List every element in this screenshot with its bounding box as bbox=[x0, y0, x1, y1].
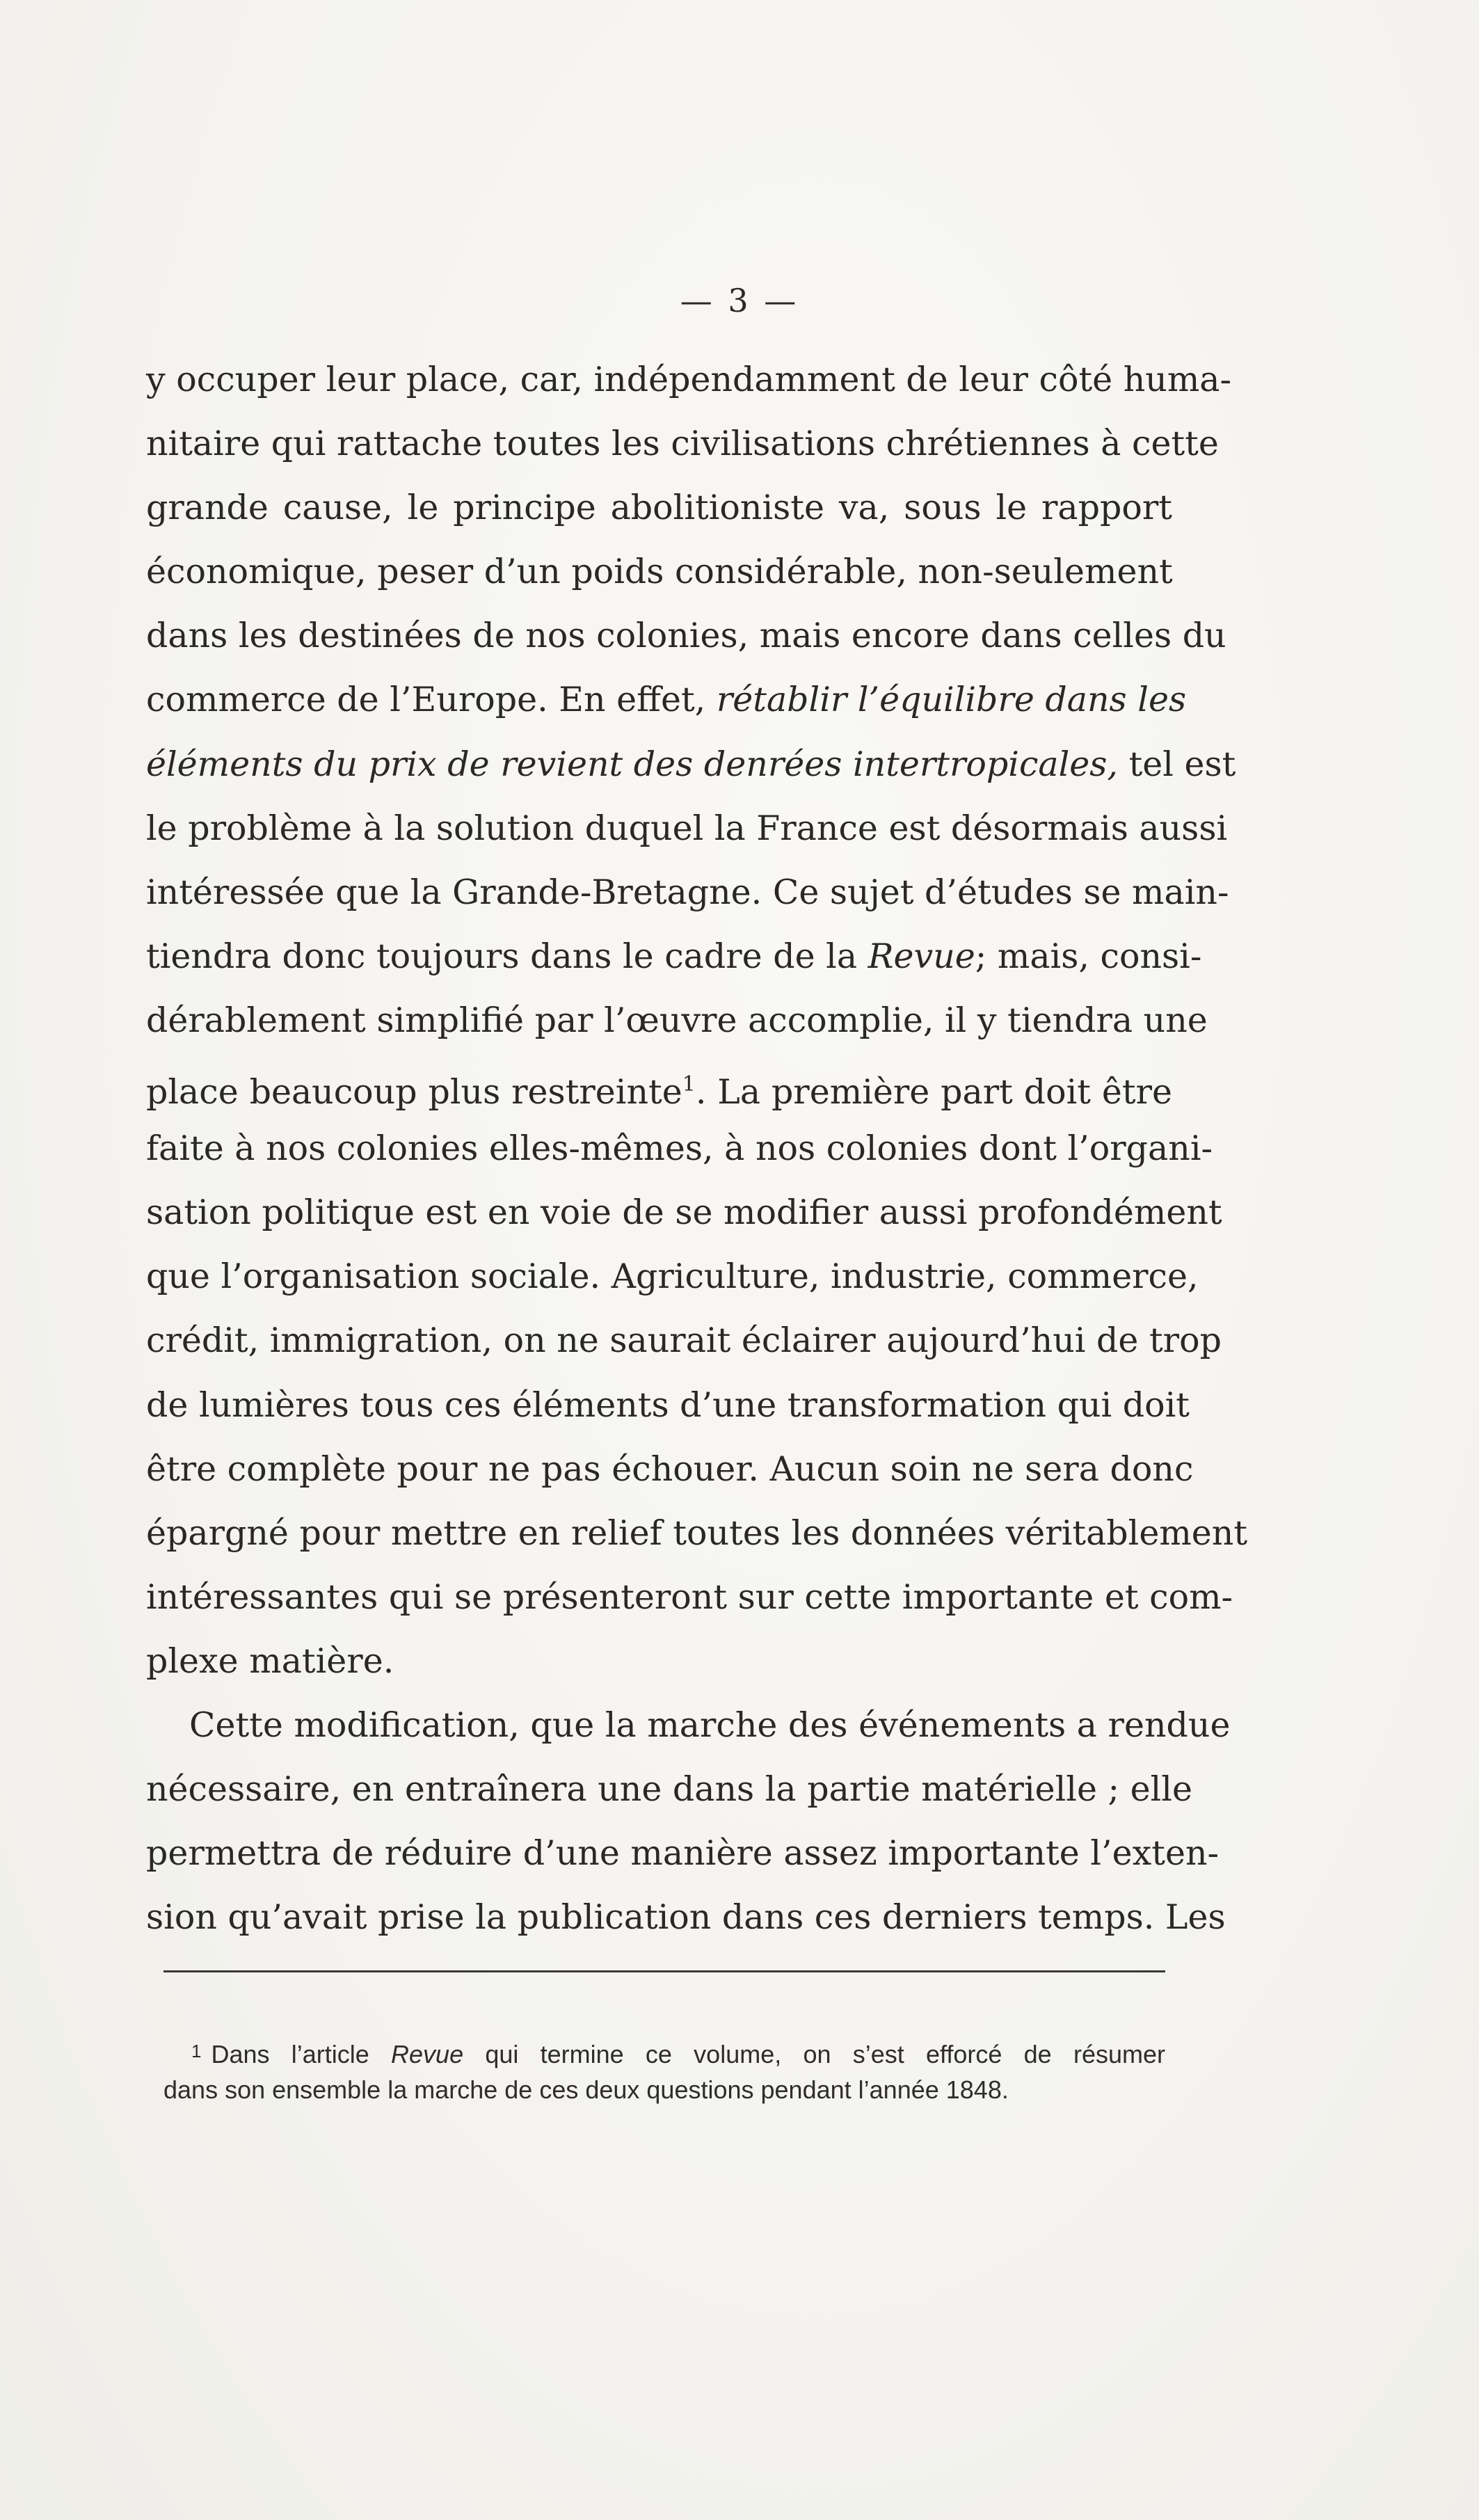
text-line: plexe matière. bbox=[146, 1641, 394, 1681]
text-line: sation politique est en voie de se modifier aussi profondément bbox=[146, 1193, 1222, 1233]
text-line: dérablement simplifié par l’œuvre accomplie, il y tiendra une bbox=[146, 1000, 1208, 1040]
italic-phrase: rétablir l’équilibre dans les bbox=[716, 680, 1187, 720]
text-line: dans les destinées de nos colonies, mais encore dans celles du bbox=[146, 616, 1226, 656]
footnote bbox=[163, 2032, 1165, 2110]
text-run: place beaucoup plus restreinte bbox=[146, 1072, 682, 1113]
text-run: . La première part doit être bbox=[695, 1072, 1173, 1113]
text-run: qui termine ce volume, on s’est efforcé de résumer bbox=[485, 2040, 1165, 2068]
text-run: commerce de l’Europe. En effet, bbox=[146, 680, 706, 720]
footnote-mark: 1 bbox=[191, 2041, 202, 2062]
italic-title: Revue bbox=[391, 2040, 464, 2068]
footnote-divider bbox=[163, 1970, 1165, 1972]
text-run: ; mais, consi- bbox=[975, 936, 1202, 976]
italic-title: Revue bbox=[868, 936, 975, 976]
page-number: — 3 — bbox=[680, 282, 799, 319]
text-line: être complète pour ne pas échouer. Aucun soin ne sera donc bbox=[146, 1449, 1194, 1489]
text-run: tiendra donc toujours dans le cadre de la bbox=[146, 936, 858, 976]
text-line: faite à nos colonies elles-mêmes, à nos colonies dont l’organi- bbox=[146, 1129, 1213, 1169]
footnote-line: dans son ensemble la marche de ces deux questions pendant l’année 1848. bbox=[163, 2075, 1009, 2104]
text-line: que l’organisation sociale. Agriculture, industrie, commerce, bbox=[146, 1257, 1199, 1297]
text-line bbox=[146, 925, 1202, 989]
text-line: grande cause, le principe abolitioniste va, sous le rapport bbox=[146, 488, 1172, 528]
text-line: permettra de réduire d’une manière assez importante l’exten- bbox=[146, 1833, 1220, 1874]
text-line: y occuper leur place, car, indépendamment de leur côté huma- bbox=[146, 360, 1232, 399]
text-line: nécessaire, en entraînera une dans la partie matérielle ; elle bbox=[146, 1769, 1192, 1810]
text-line: le problème à la solution duquel la France est désormais aussi bbox=[146, 808, 1228, 848]
text-line bbox=[146, 733, 1236, 797]
footnote-line bbox=[163, 2032, 1165, 2071]
text-line: économique, peser d’un poids considérable, non-seulement bbox=[146, 552, 1173, 592]
text-line: épargné pour mettre en relief toutes les données véritablement bbox=[146, 1513, 1248, 1553]
text-line: nitaire qui rattache toutes les civilisations chrétiennes à cette bbox=[146, 424, 1219, 464]
text-run: tel est bbox=[1128, 744, 1236, 784]
text-line: Cette modification, que la marche des événements a rendue bbox=[189, 1705, 1231, 1745]
text-line: de lumières tous ces éléments d’une transformation qui doit bbox=[146, 1385, 1190, 1425]
text-line: intéressantes qui se présenteront sur cette importante et com- bbox=[146, 1577, 1233, 1617]
main-text bbox=[146, 348, 1248, 1949]
italic-phrase: éléments du prix de revient des denrées intertropicales, bbox=[146, 744, 1119, 784]
text-line: sion qu’avait prise la publication dans ces derniers temps. Les bbox=[146, 1897, 1226, 1938]
footnote-reference: 1 bbox=[682, 1072, 696, 1097]
text-line bbox=[146, 1053, 1172, 1117]
text-line: intéressée que la Grande-Bretagne. Ce sujet d’études se main- bbox=[146, 872, 1229, 912]
text-line: crédit, immigration, on ne saurait éclairer aujourd’hui de trop bbox=[146, 1321, 1222, 1361]
text-run: Dans l’article bbox=[211, 2040, 369, 2068]
text-line bbox=[146, 668, 1187, 732]
